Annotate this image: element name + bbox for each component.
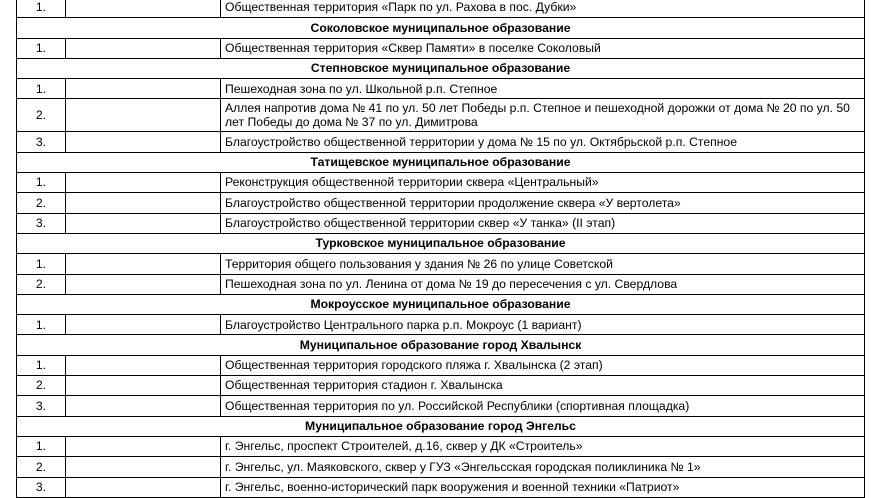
table-row: [17, 0, 865, 18]
empty-cell: [66, 355, 221, 375]
territory-description: Аллея напротив дома № 41 по ул. 50 лет Победы р.п. Степное и пешеходной дорожки от дома № 20 по ул. 50 лет Победы до дома № 37 по ул. Димитрова: [221, 99, 865, 132]
item-number: 3.: [17, 213, 66, 233]
item-number: 2.: [17, 376, 66, 396]
section-title: Мокроусское муниципальное образование: [17, 294, 865, 314]
item-number: 3.: [17, 477, 66, 497]
empty-cell: [66, 396, 221, 416]
item-number: 1.: [17, 79, 66, 99]
territory-description: Благоустройство Центрального парка р.п. Мокроус (1 вариант): [221, 315, 865, 335]
territory-description: Территория общего пользования у здания № 26 по улице Советской: [221, 254, 865, 274]
section-header-row: [17, 416, 865, 436]
item-number: 1.: [17, 0, 66, 18]
table-row: [17, 173, 865, 193]
table-row: [17, 315, 865, 335]
table-row: [17, 213, 865, 233]
table-row: [17, 254, 865, 274]
territory-description: Общественная территория «Сквер Памяти» в поселке Соколовый: [221, 38, 865, 58]
empty-cell: [66, 99, 221, 132]
section-title: Соколовское муниципальное образование: [17, 18, 865, 38]
territories-table: [16, 0, 865, 498]
table-row: [17, 396, 865, 416]
item-number: 1.: [17, 173, 66, 193]
territory-description: г. Энгельс, проспект Строителей, д.16, сквер у ДК «Строитель»: [221, 436, 865, 456]
empty-cell: [66, 213, 221, 233]
table-row: [17, 436, 865, 456]
empty-cell: [66, 173, 221, 193]
empty-cell: [66, 274, 221, 294]
section-header-row: [17, 335, 865, 355]
table-row: [17, 79, 865, 99]
item-number: 3.: [17, 396, 66, 416]
item-number: 2.: [17, 274, 66, 294]
item-number: 1.: [17, 38, 66, 58]
territory-description: Благоустройство общественной территории у дома № 15 по ул. Октябрьской р.п. Степное: [221, 132, 865, 152]
item-number: 1.: [17, 315, 66, 335]
table-row: [17, 99, 865, 132]
item-number: 1.: [17, 355, 66, 375]
section-header-row: [17, 233, 865, 253]
empty-cell: [66, 457, 221, 477]
section-title: Турковское муниципальное образование: [17, 233, 865, 253]
section-title: Татищевское муниципальное образование: [17, 152, 865, 172]
territory-description: Общественная территория по ул. Российской Республики (спортивная площадка): [221, 396, 865, 416]
section-title: Муниципальное образование город Энгельс: [17, 416, 865, 436]
item-number: 1.: [17, 436, 66, 456]
section-title: Степновское муниципальное образование: [17, 58, 865, 78]
table-row: [17, 477, 865, 497]
table-row: [17, 355, 865, 375]
territory-description: Реконструкция общественной территории сквера «Центральный»: [221, 173, 865, 193]
section-header-row: [17, 58, 865, 78]
territory-description: г. Энгельс, военно-исторический парк вооружения и военной техники «Патриот»: [221, 477, 865, 497]
table-row: [17, 457, 865, 477]
item-number: 2.: [17, 99, 66, 132]
section-title: Муниципальное образование город Хвалынск: [17, 335, 865, 355]
territory-description: Благоустройство общественной территории сквер «У танка» (II этап): [221, 213, 865, 233]
section-header-row: [17, 152, 865, 172]
empty-cell: [66, 436, 221, 456]
empty-cell: [66, 0, 221, 18]
territory-description: Благоустройство общественной территории продолжение сквера «У вертолета»: [221, 193, 865, 213]
item-number: 1.: [17, 254, 66, 274]
territory-description: Пешеходная зона по ул. Школьной р.п. Степное: [221, 79, 865, 99]
territories-table-body: [17, 0, 865, 497]
empty-cell: [66, 193, 221, 213]
territory-description: Общественная территория стадион г. Хвалынска: [221, 376, 865, 396]
empty-cell: [66, 132, 221, 152]
empty-cell: [66, 79, 221, 99]
empty-cell: [66, 254, 221, 274]
table-row: [17, 193, 865, 213]
section-header-row: [17, 18, 865, 38]
section-header-row: [17, 294, 865, 314]
territory-description: Общественная территория «Парк по ул. Рахова в пос. Дубки»: [221, 0, 865, 18]
table-row: [17, 274, 865, 294]
table-row: [17, 132, 865, 152]
territory-description: Общественная территория городского пляжа г. Хвалынска (2 этап): [221, 355, 865, 375]
item-number: 3.: [17, 132, 66, 152]
territory-description: г. Энгельс, ул. Маяковского, сквер у ГУЗ «Энгельсская городская поликлиника № 1»: [221, 457, 865, 477]
table-row: [17, 38, 865, 58]
empty-cell: [66, 38, 221, 58]
empty-cell: [66, 376, 221, 396]
item-number: 2.: [17, 193, 66, 213]
item-number: 2.: [17, 457, 66, 477]
territory-description: Пешеходная зона по ул. Ленина от дома № 19 до пересечения с ул. Свердлова: [221, 274, 865, 294]
empty-cell: [66, 477, 221, 497]
empty-cell: [66, 315, 221, 335]
table-row: [17, 376, 865, 396]
